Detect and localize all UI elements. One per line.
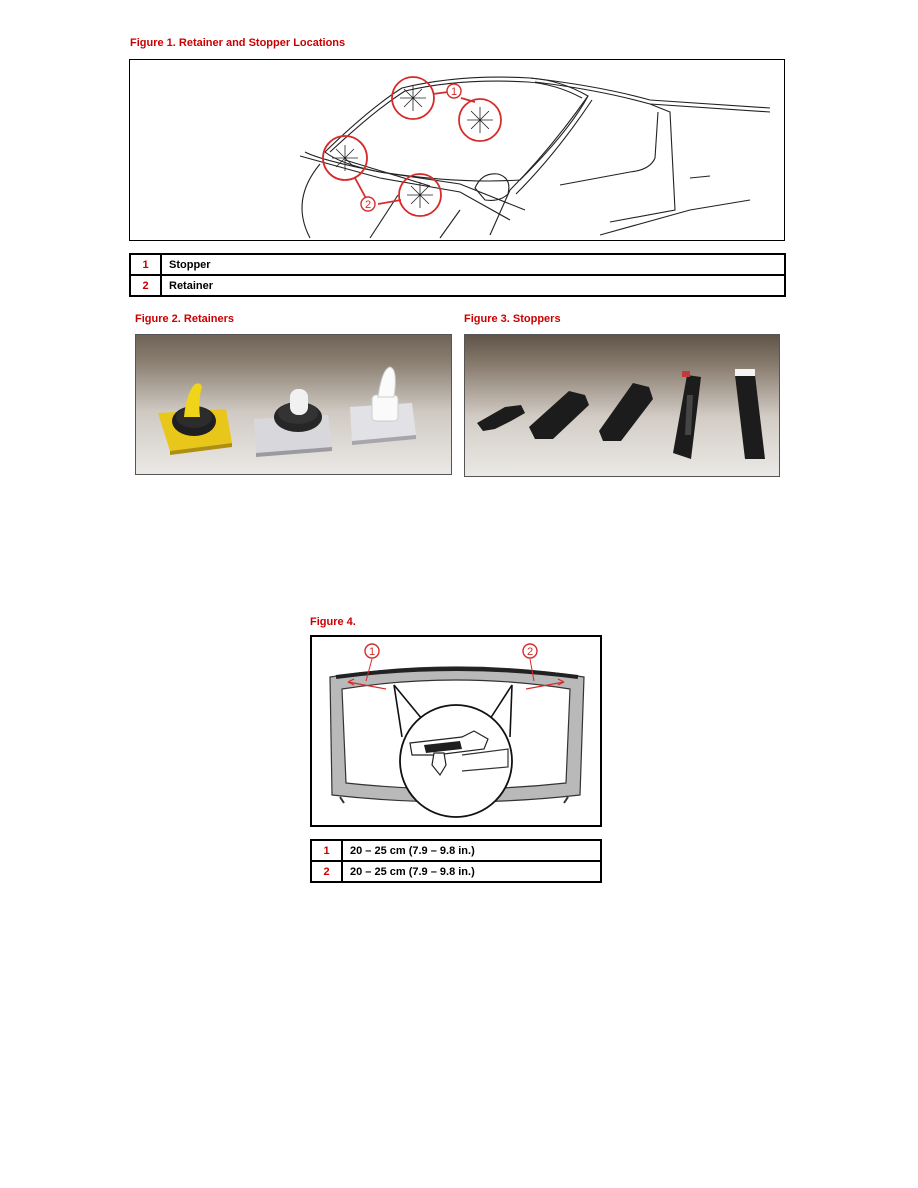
figure-4-title: Figure 4. bbox=[310, 616, 356, 628]
table-row bbox=[311, 840, 601, 861]
figure-4-legend-table bbox=[310, 839, 602, 883]
stoppers-photo bbox=[464, 334, 780, 477]
windshield-diagram bbox=[312, 637, 600, 825]
figure-1-frame bbox=[129, 59, 785, 241]
retainers-photo bbox=[135, 334, 452, 475]
legend-label: Retainer bbox=[161, 275, 785, 296]
figure-1-title: Figure 1. Retainer and Stopper Locations bbox=[130, 37, 346, 49]
table-row bbox=[311, 861, 601, 882]
figure-1-callout-2: 2 bbox=[364, 199, 372, 211]
figure-3-title: Figure 3. Stoppers bbox=[464, 313, 561, 325]
legend-label: Stopper bbox=[161, 254, 785, 275]
figure-4-callout-2: 2 bbox=[526, 646, 534, 658]
figure-4-callout-1: 1 bbox=[368, 646, 376, 658]
figure-1-legend-table bbox=[129, 253, 786, 297]
legend-number: 1 bbox=[311, 840, 342, 861]
legend-number: 2 bbox=[311, 861, 342, 882]
legend-label: 20 – 25 cm (7.9 – 9.8 in.) bbox=[342, 861, 601, 882]
figure-1-callout-1: 1 bbox=[450, 86, 458, 98]
car-windshield-line-drawing bbox=[130, 60, 784, 240]
legend-label: 20 – 25 cm (7.9 – 9.8 in.) bbox=[342, 840, 601, 861]
figure-2-title: Figure 2. Retainers bbox=[135, 313, 235, 325]
table-row bbox=[130, 275, 785, 296]
legend-number: 2 bbox=[130, 275, 161, 296]
table-row bbox=[130, 254, 785, 275]
legend-number: 1 bbox=[130, 254, 161, 275]
figure-4-frame bbox=[310, 635, 602, 827]
